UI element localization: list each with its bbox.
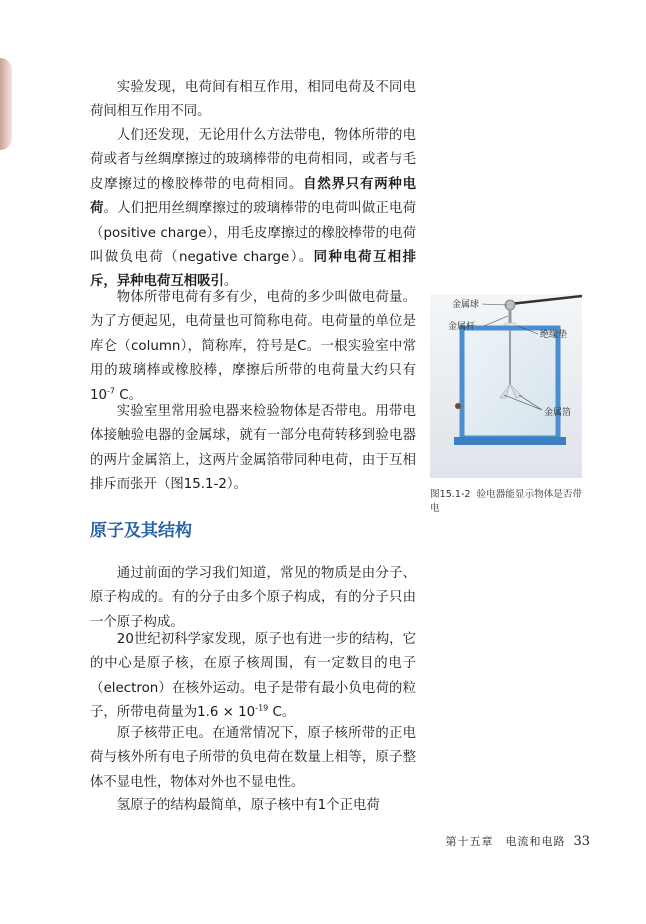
frame-screw [455,403,461,409]
paragraph-6-text-a: 20世纪初科学家发现，原子也有进一步的结构，它的中心是原子核，在原子核周围，有一定数目的电子（electron）在核外运动。 [90,632,416,696]
electroscope-figure [430,294,582,478]
paragraph-1-text: 实验发现，电荷间有相互作用，相同电荷及不同电荷间相互作用不同。 [90,80,416,120]
label-metal-ball: 金属球 [452,300,480,310]
page-number: 33 [573,834,590,849]
figure-caption-text: 验电器能显示物体是否带电 [430,489,583,514]
label-metal-foil: 金属箔 [544,408,572,418]
label-metal-rod: 金属杆 [448,322,476,332]
paragraph-6-text-c: C。 [268,705,296,721]
paragraph-5-text: 通过前面的学习我们知道，常见的物质是由分子、原子构成的。有的分子由多个原子构成，有的分子只由一个原子构成。 [90,566,416,630]
page-footer [430,833,590,849]
paragraph-7 [90,722,416,795]
paragraph-1 [90,76,416,125]
paragraph-3-text-a: 物体所带电荷有多有少，电荷的多少叫做电荷量。为了方便起见，电荷量也可简称电荷。电荷量的单位是库仑（column），简称库，符号是C。一根实验室中常用的玻璃棒或橡胶棒，摩擦后所带的电荷量大约只有10 [90,290,416,403]
figure-caption-number: 图15.1-2 [430,489,471,500]
finger-photo-edge [0,58,12,150]
paragraph-4 [90,400,416,498]
paragraph-2-bold-a: 自然界只有两种电荷 [90,176,417,217]
paragraph-3-exponent: -7 [107,386,116,396]
metal-rod-top [509,309,512,323]
paragraph-6-exponent: -19 [255,703,269,713]
section-title: 原子及其结构 [90,521,192,541]
chapter-title: 第十五章 电流和电路 [445,835,566,848]
paragraph-5 [90,562,416,635]
paragraph-6-text-b: 电子是带有最小负电荷的粒子，所带电荷量为1.6 × 10 [90,680,417,721]
paragraph-6 [90,628,416,726]
paragraph-3-text-b: C。 [115,387,143,403]
paragraph-7-text: 原子核带正电。在通常情况下，原子核所带的正电荷与核外所有电子所带的负电荷在数量上相等，原子整体不显电性，物体对外也不显电性。 [90,726,416,790]
label-insulator: 绝缘垫 [540,330,568,340]
base-stand [454,437,566,445]
paragraph-8 [90,794,416,818]
paragraph-2-text-c: 。人们把用丝绸摩擦过的玻璃棒带的电荷叫做正电荷（positive charge），用毛皮摩擦过的橡胶棒带的电荷叫做负电荷（negative charge）。 [90,201,417,266]
electroscope-illustration [430,294,582,478]
paragraph-8-text: 氢原子的结构最简单，原子核中有1个正电荷 [116,798,380,813]
paragraph-2 [90,124,416,295]
figure-caption [430,488,590,516]
paragraph-2-bold-b: 同种电荷互相排斥，异种电荷互相吸引 [90,250,416,290]
paragraph-3 [90,286,416,408]
paragraph-4-text: 实验室里常用验电器来检验物体是否带电。用带电体接触验电器的金属球，就有一部分电荷转移到验电器的两片金属箔上，这两片金属箔带同种电荷，由于互相排斥而张开（图15.1-2）。 [90,404,416,493]
paragraph-2-text-e: 。 [223,274,238,290]
paragraph-2-text-a: 人们还发现，无论用什么方法带电，物体所带的电荷或者与丝绸摩擦过的玻璃棒带的电荷相同，或者与毛皮摩擦过的橡胶棒带的电荷相同。 [90,128,416,192]
